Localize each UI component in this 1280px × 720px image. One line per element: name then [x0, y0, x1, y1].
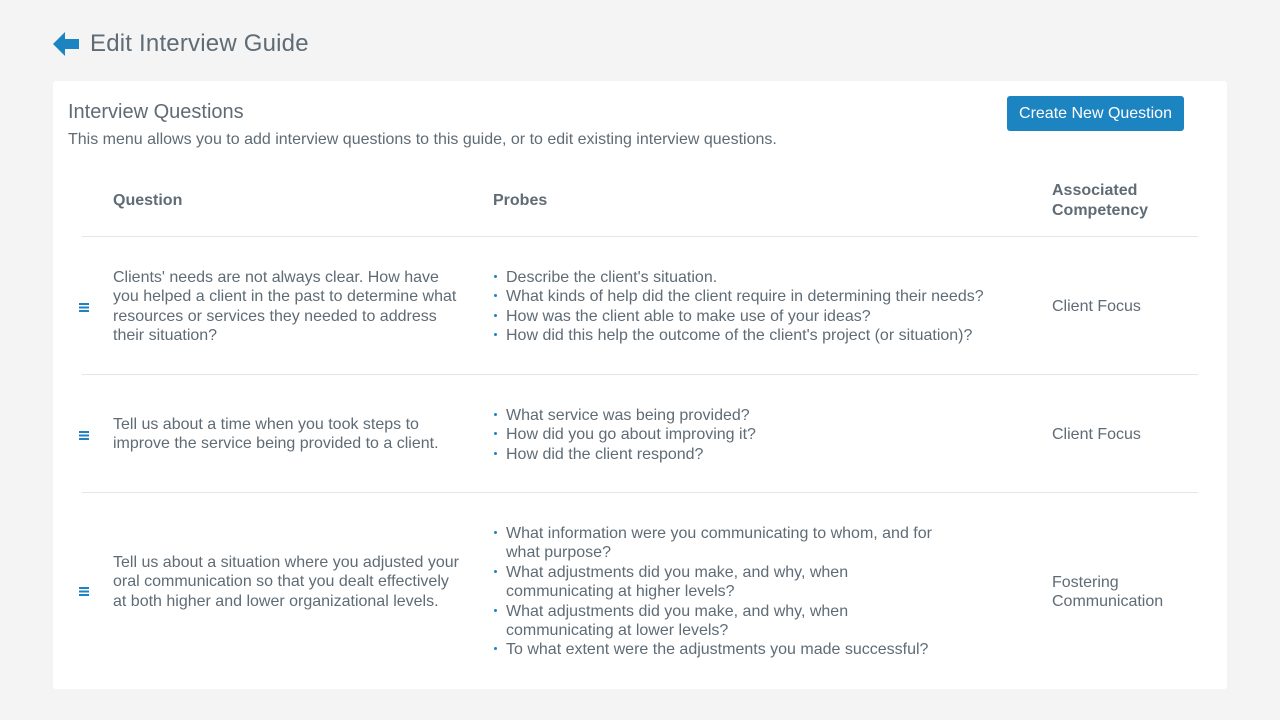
drag-handle-icon[interactable]: [78, 428, 90, 440]
probe-item: How did this help the outcome of the client's project (or situation)?: [493, 326, 1033, 345]
column-header-competency-line1: Associated: [1052, 182, 1138, 199]
probe-list: [493, 524, 933, 660]
competency-text: Fostering Communication: [1052, 574, 1164, 611]
probe-item: Describe the client's situation.: [493, 268, 1033, 287]
page-header: [52, 28, 309, 60]
column-header-probes: Probes: [493, 192, 548, 209]
probe-item: To what extent were the adjustments you made successful?: [493, 640, 933, 659]
section-title: Interview Questions: [68, 101, 244, 123]
table-row[interactable]: [53, 493, 1227, 683]
drag-handle-icon[interactable]: [78, 584, 90, 596]
column-header-competency-line2: Competency: [1052, 202, 1149, 219]
table-row[interactable]: [53, 375, 1227, 492]
probe-list: [493, 406, 1033, 464]
probe-item: How did the client respond?: [493, 445, 1033, 464]
section-description: This menu allows you to add interview questions to this guide, or to edit existing interview questions.: [68, 131, 777, 148]
probe-item: What kinds of help did the client require in determining their needs?: [493, 287, 1033, 306]
question-text: Tell us about a time when you took steps to improve the service being provided to a client.: [113, 416, 439, 453]
interview-questions-card: [53, 81, 1227, 689]
probe-item: What information were you communicating to whom, and for what purpose?: [493, 524, 933, 563]
probe-item: How was the client able to make use of your ideas?: [493, 307, 1033, 326]
column-header-competency: [1052, 181, 1148, 221]
column-header-question: Question: [113, 192, 183, 209]
probe-item: What adjustments did you make, and why, when communicating at lower levels?: [493, 602, 933, 641]
arrow-left-icon[interactable]: [52, 30, 80, 58]
question-text: Clients' needs are not always clear. How have you helped a client in the past to determine what resources or services they needed to address their situation?: [113, 269, 457, 345]
question-text: Tell us about a situation where you adjusted your oral communication so that you dealt effectively at both higher and lower organizational levels.: [113, 554, 459, 610]
probe-item: How did you go about improving it?: [493, 425, 1033, 444]
table-row[interactable]: [53, 237, 1227, 374]
page-title: Edit Interview Guide: [90, 30, 309, 57]
competency-text: Client Focus: [1052, 426, 1141, 443]
drag-handle-icon[interactable]: [78, 300, 90, 312]
probe-list: [493, 268, 1033, 346]
create-new-question-button[interactable]: Create New Question: [1007, 96, 1184, 131]
probe-item: What adjustments did you make, and why, when communicating at higher levels?: [493, 563, 933, 602]
probe-item: What service was being provided?: [493, 406, 1033, 425]
competency-text: Client Focus: [1052, 298, 1141, 315]
